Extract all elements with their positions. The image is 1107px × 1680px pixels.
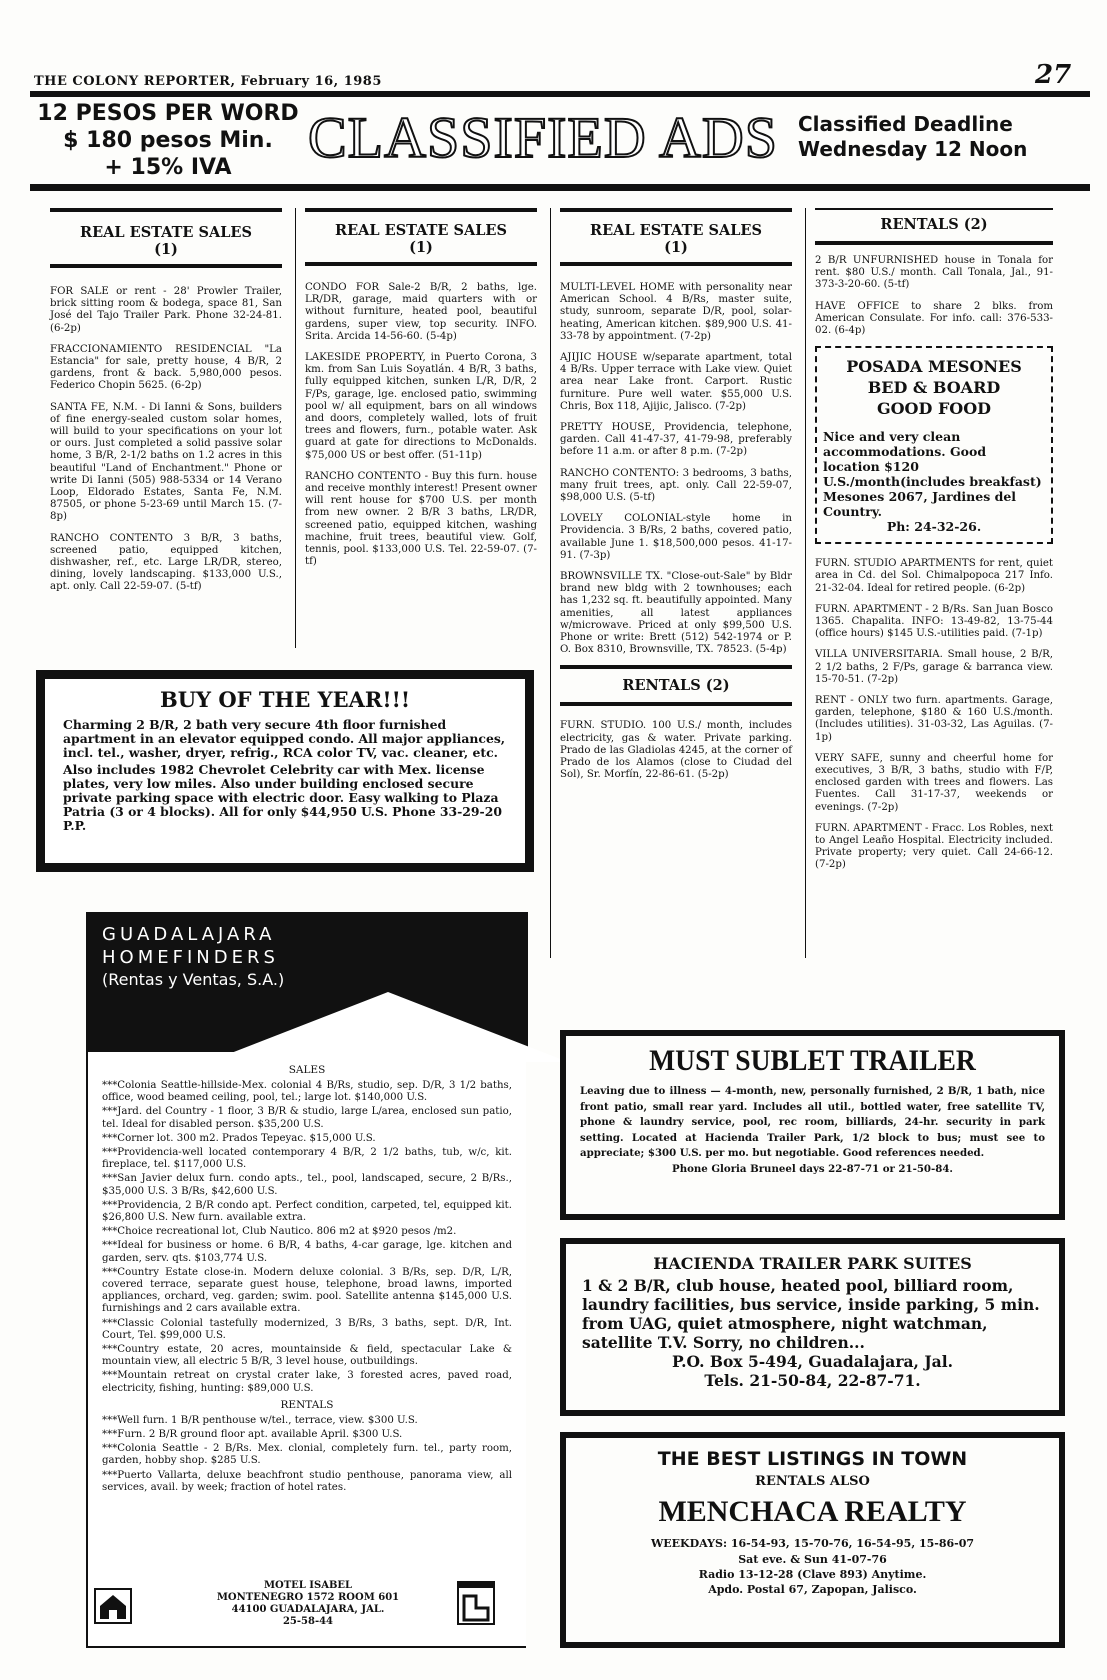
column-real-estate-3 (560, 208, 792, 791)
column-real-estate-2 (305, 208, 537, 577)
classified-ad: LAKESIDE PROPERTY, in Puerto Corona, 3 km. from San Luis Soyatlán. 4 B/R, 3 baths, fully equipped kitchen, sunken L/R, D/R, 2 F/Ps, garage, lge. enclosed patio, swimming pool w/ all equipment, bars on all windows and doors, completely walled, lots of fruit trees and flowers, furn., potable water. Ask guard at gate for directions to McDonalds. $75,000 US or best offer. (51-11p) (305, 352, 537, 461)
masthead-rule (30, 91, 1090, 97)
classified-ad: FURN. APARTMENT - Fracc. Los Robles, next to Angel Leaño Hospital. Electricity included. Private property; very quiet. Call 24-66-12. (7-2p) (815, 822, 1053, 871)
rentals-heading: RENTALS (2) (880, 216, 988, 233)
classified-ads-title: CLASSIFIED ADS (308, 105, 779, 170)
heading-rule-top (50, 208, 282, 212)
listing: ***Colonia Seattle - 2 B/Rs. Mex. clonial, completely furn. tel., party room, garden, hobby shop. $285 U.S. (102, 1443, 512, 1467)
buy-description: Charming 2 B/R, 2 bath very secure 4th floor furnished apartment in an elevator equipped condo. All major appliances, incl. tel., washer, dryer, refrig., RCA color TV, vac. cleaner, etc. (63, 717, 506, 761)
classified-ad: CONDO FOR Sale-2 B/R, 2 baths, lge. LR/DR, garage, maid quarters with or without furniture, heated pool, beautiful gardens, super view, top security. INFO. Srita. Arcida 14-56-60. (5-4p) (305, 282, 537, 342)
posada-name: POSADA MESONES (846, 357, 1022, 377)
rentals-heading: RENTALS (280, 1398, 334, 1411)
homefinders-ad (86, 912, 526, 1648)
classified-ad: 2 B/R UNFURNISHED house in Tonala for rent. $80 U.S./ month. Call Tonala, Jal., 91-373-3-20-60. (5-tf) (815, 255, 1053, 291)
listing: ***Ideal for business or home. 6 B/R, 4 baths, 4-car garage, lge. kitchen and garden, serv. qts. $103,774 U.S. (102, 1240, 512, 1264)
brand-logo-icon (456, 1580, 496, 1626)
sublet-body: Leaving due to illness — 4-month, new, personally furnished, 2 B/R, 1 bath, nice front patio, small rear yard. Includes all util., bottled water, free satellite TV, phone & laundry service, pool, rec room, billiards, 24-hr. security in park setting. Located at Hacienda Trailer Park, 1/2 block to bus; must see to appreciate; $300 U.S. per mo. but negotiable. Good references needed. (580, 1085, 1045, 1159)
publication-line: THE COLONY REPORTER, February 16, 1985 (34, 74, 382, 89)
house-logo-icon (94, 1588, 132, 1624)
homefinders-tagline: (Rentas y Ventas, S.A.) (102, 970, 285, 989)
column-divider (550, 208, 551, 958)
weekdays-phones: 16-54-93, 15-70-76, 16-54-95, 15-86-07 (730, 1537, 975, 1550)
posada-phone: Ph: 24-32-26. (886, 519, 982, 535)
section-heading: REAL ESTATE SALES (590, 222, 762, 239)
buy-of-the-year-ad (36, 670, 534, 872)
menchaca-realty-ad (560, 1432, 1065, 1648)
homefinders-listings (102, 1064, 512, 1496)
rentals-rule-top (560, 665, 792, 669)
column-divider (295, 208, 296, 648)
column-divider (805, 208, 806, 958)
classified-ad: MULTI-LEVEL HOME with personality near American School. 4 B/Rs, master suite, study, sunroom, separate D/R, pool, solar-heating, American kitchen. $89,900 U.S. 41-33-78 by appointment. (7-2p) (560, 282, 792, 342)
hacienda-suites-ad (560, 1238, 1065, 1416)
heading-rule-bottom (815, 241, 1053, 245)
deadline-time: Wednesday 12 Noon (798, 137, 1028, 161)
classified-ad: FURN. STUDIO. 100 U.S./ month, includes electricity, gas & water. Private parking. Prado de las Gladiolas 4245, at the corner of Prado de los Alamos (close to Ciudad del Sol), Sr. Morfín, 22-86-61. (5-2p) (560, 720, 792, 781)
heading-rule-top (815, 208, 1053, 210)
classified-ad: FOR SALE or rent - 28' Prowler Trailer, brick sitting room & bodega, space 81, San José del Tajo Trailer Park. Phone 32-24-81. (6-2p) (50, 286, 282, 334)
rate-minimum: $ 180 pesos Min. (63, 128, 273, 153)
classified-ad: HAVE OFFICE to share 2 blks. from American Consulate. For info. call: 376-533-02. (6-4p) (815, 300, 1053, 337)
deadline-label: Classified Deadline (798, 112, 1013, 136)
rate-per-word: 12 PESOS PER WORD (37, 101, 299, 126)
hacienda-address: P.O. Box 5-494, Guadalajara, Jal. (672, 1352, 953, 1371)
listing: ***San Javier delux furn. condo apts., tel., pool, landscaped, secure, 2 B/Rs., $35,000 U.S. 3 B/Rs, $42,600 U.S. (102, 1173, 512, 1197)
menchaca-slogan: THE BEST LISTINGS IN TOWN (657, 1448, 968, 1470)
motel-phone: 25-58-44 (282, 1616, 334, 1627)
homefinders-roof (208, 992, 568, 1062)
motel-city: 44100 GUADALAJARA, JAL. (231, 1604, 385, 1615)
buy-extras: Also includes 1982 Chevrolet Celebrity car with Mex. license plates, very low miles. Also under building enclosed secure private parking space with electric door. Easy walking to Plaza Patria (3 or 4 blocks). All for only $44,950 U.S. Phone 33-29-20 P.P. (63, 761, 502, 834)
listing: ***Providencia, 2 B/R condo apt. Perfect condition, carpeted, tel, equipped kit. $26,800 U.S. New furn. available extra. (102, 1199, 512, 1224)
homefinders-city: GUADALAJARA (102, 924, 276, 945)
listing: ***Providencia-well located contemporary 4 B/R, 2 1/2 baths, tub, w/c, kit. fireplace, tel. $117,000 U.S. (102, 1147, 512, 1171)
menchaca-rentals: RENTALS ALSO (755, 1474, 870, 1489)
listing: ***Choice recreational lot, Club Nautico. 806 m2 at $920 pesos /m2. (102, 1226, 457, 1238)
listing: ***Puerto Vallarta, deluxe beachfront studio penthouse, panorama view, all services, avail. by week; fraction of hotel rates. (102, 1469, 512, 1493)
heading-rule-bottom (50, 264, 282, 268)
section-number: (1) (154, 241, 178, 258)
section-heading: REAL ESTATE SALES (335, 222, 507, 239)
heading-rule-top (560, 208, 792, 212)
menchaca-name: MENCHACA REALTY (658, 1495, 967, 1528)
menchaca-weekdays (580, 1536, 1045, 1552)
classified-ad: AJIJIC HOUSE w/separate apartment, total 4 B/Rs. Upper terrace with Lake view. Quiet area near Lake front. Carport. Rustic furniture. Pure well water. $55,000 U.S. Chris, Box 118, Ajijic, Jalisco. (7-2p) (560, 352, 792, 412)
must-sublet-ad (560, 1030, 1065, 1220)
classified-ad: SANTA FE, N.M. - Di Ianni & Sons, builders of fine energy-sealed custom solar homes, will build to your specifications on your lot or ours. Just completed a solid passive solar home, 3 B/R, 2-1/2 baths on 1.2 acres in this beautiful "Land of Enchantment." Phone or write Di Ianni (505) 988-5334 or 14 Verano Loop, Eldorado Estates, Santa Fe, N.M. 87505, or phone 5-23-69 until March 15. (7-8p) (50, 401, 282, 523)
heading-rule-bottom (305, 262, 537, 266)
column-rentals (815, 208, 1053, 881)
classified-ad: RANCHO CONTENTO - Buy this furn. house and receive monthly interest! Present owner will rent house for $700 U.S. per month from new owner. 2 B/R 3 baths, LR/DR, screened patio, equipped kitchen, washing machine, fruit trees, beautiful view. Golf, tennis, pool. $133,000 U.S. Tel. 22-59-07. (7-tf) (305, 470, 537, 568)
classified-ad: RENT - ONLY two furn. apartments. Garage, garden, telephone, $180 & 160 U.S./month. (Includes utilities). 31-03-32, Las Aguilas. (7-1p) (815, 695, 1053, 743)
page-number: 27 (1035, 60, 1072, 90)
classified-ad: LOVELY COLONIAL-style home in Providencia. 3 B/Rs, 2 baths, covered patio, available June 1. $18,500,000 pesos. 41-17-91. (7-3p) (560, 513, 792, 561)
classified-ad: RANCHO CONTENTO: 3 bedrooms, 3 baths, many fruit trees, apt. only. Call 22-59-07, $98,000 U.S. (5-tf) (560, 467, 792, 504)
listing: ***Well furn. 1 B/R penthouse w/tel., terrace, view. $300 U.S. (102, 1414, 418, 1426)
classified-ad: FURN. APARTMENT - 2 B/Rs. San Juan Bosco 1365. Chapalita. INFO: 13-49-82, 13-75-44 (office hours) $145 U.S.-utilities paid. (7-1p) (815, 603, 1053, 640)
menchaca-postal: Apdo. Postal 67, Zapopan, Jalisco. (708, 1583, 917, 1596)
hacienda-phones: Tels. 21-50-84, 22-87-71. (704, 1371, 921, 1390)
heading-rule-top (305, 208, 537, 212)
listing: ***Mountain retreat on crystal crater lake, 3 forested acres, paved road, electricity, fishing, hunting: $89,000 U.S. (102, 1370, 512, 1394)
classified-ad: RANCHO CONTENTO 3 B/R, 3 baths, screened patio, equipped kitchen, dishwasher, ref., etc. Large LR/DR, stereo, dining, lovely landscaping. $133,000 U.S., apt. only. Call 22-59-07. (5-tf) (50, 532, 282, 593)
listing: ***Furn. 2 B/R ground floor apt. available April. $300 U.S. (102, 1429, 403, 1441)
rentals-heading: RENTALS (2) (622, 677, 730, 695)
column-real-estate-1 (50, 208, 282, 603)
heading-rule-bottom (560, 262, 792, 266)
sublet-phone: Phone Gloria Bruneel days 22-87-71 or 21-50-84. (672, 1162, 953, 1175)
rate-tax: + 15% IVA (104, 155, 232, 180)
hacienda-body: 1 & 2 B/R, club house, heated pool, billiard room, laundry facilities, bus service, inside parking, 5 min. from UAG, quiet atmosphere, night watchman, satellite T.V. Sorry, no children... (582, 1276, 1040, 1352)
posada-body: Nice and very clean accommodations. Good location $120 U.S./month(includes breakfast) Mesones 2067, Jardines del Country. (823, 429, 1042, 520)
posada-mesones-ad (815, 346, 1053, 544)
classified-ad: VILLA UNIVERSITARIA. Small house, 2 B/R, 2 1/2 baths, 2 F/Ps, garage & barranca view. 15-70-51. (7-2p) (815, 649, 1053, 685)
listing: ***Country estate, 20 acres, mountainside & field, spectacular Lake & mountain view, all electric 5 B/R, 3 level house, outbuildings. (102, 1344, 512, 1368)
section-heading: REAL ESTATE SALES (80, 224, 252, 241)
classified-ad: VERY SAFE, sunny and cheerful home for executives, 3 B/R, 3 baths, studio with F/P, enclosed garden with trees and flowers. Las Fuentes. Call 31-17-37, weekends or evenings. (7-2p) (815, 752, 1053, 813)
classified-ad: FRACCIONAMIENTO RESIDENCIAL "La Estancia" for sale, pretty house, 4 B/R, 2 gardens, front & back. 5,980,000 pesos. Federico Chopin 5625. (6-2p) (50, 343, 282, 392)
weekdays-label: WEEKDAYS: (650, 1537, 728, 1550)
motel-name: MOTEL ISABEL (263, 1580, 353, 1591)
listing: ***Colonia Seattle-hillside-Mex. colonial 4 B/Rs, studio, sep. D/R, 3 1/2 baths, office, wood beamed ceiling, pool, tel.; large lot. $140,000 U.S. (102, 1080, 512, 1104)
listing: ***Corner lot. 300 m2. Prados Tepeyac. $15,000 U.S. (102, 1132, 376, 1144)
listing: ***Country Estate close-in. Modern deluxe colonial. 3 B/Rs, sep. D/R, L/R, covered terrace, separate guest house, telephone, broad lawns, imported appliances, orchard, veg. garden; swim. pool. Satellite antenna $145,000 U.S. furnishings and 2 cars available extra. (102, 1266, 512, 1315)
rentals-rule-bottom (560, 702, 792, 706)
posada-subtitle: BED & BOARD (867, 378, 1001, 398)
posada-food: GOOD FOOD (876, 399, 992, 419)
homefinders-footer (188, 1580, 428, 1628)
menchaca-weekend: Sat eve. & Sun 41-07-76 (738, 1553, 887, 1566)
menchaca-radio: Radio 13-12-28 (Clave 893) Anytime. (698, 1568, 927, 1581)
motel-address: MONTENEGRO 1572 ROOM 601 (216, 1592, 400, 1603)
listing: ***Classic Colonial tastefully modernized, 3 B/Rs, 3 baths, sept. D/R, Int. Court, Tel. $99,000 U.S. (102, 1317, 512, 1341)
sublet-title: MUST SUBLET TRAILER (649, 1044, 976, 1077)
hacienda-title: HACIENDA TRAILER PARK SUITES (653, 1254, 972, 1273)
deadline-block (798, 112, 1027, 162)
listing: ***Jard. del Country - 1 floor, 3 B/R & studio, large L/area, enclosed sun patio, tel. Ideal for disabled person. $35,200 U.S. (102, 1106, 512, 1130)
classified-ad: PRETTY HOUSE, Providencia, telephone, garden. Call 41-47-37, 41-79-98, preferably before 11 a.m. or after 8 p.m. (7-2p) (560, 422, 792, 458)
classified-ad: FURN. STUDIO APARTMENTS for rent, quiet area in Cd. del Sol. Chimalpopoca 217 Info. 21-32-04. Ideal for retired people. (6-2p) (815, 558, 1053, 594)
header-bottom-rule (30, 184, 1090, 191)
buy-title: BUY OF THE YEAR!!! (159, 687, 411, 712)
homefinders-name: HOMEFINDERS (102, 947, 279, 968)
sales-heading: SALES (288, 1064, 326, 1076)
section-number: (1) (664, 239, 688, 256)
section-number: (1) (409, 239, 433, 256)
classified-ad: BROWNSVILLE TX. "Close-out-Sale" by Bldr brand new bldg with 2 townhouses; each has 1,232 sq. ft. beautifully appointed. Many amenities, all latest appliances w/microwave. Priced at only $99,500 U.S. Phone or write: Brett (512) 542-1974 or P. O. Box 8310, Brownsville, TX. 78523. (5-4p) (560, 571, 792, 656)
rate-block (30, 100, 306, 181)
